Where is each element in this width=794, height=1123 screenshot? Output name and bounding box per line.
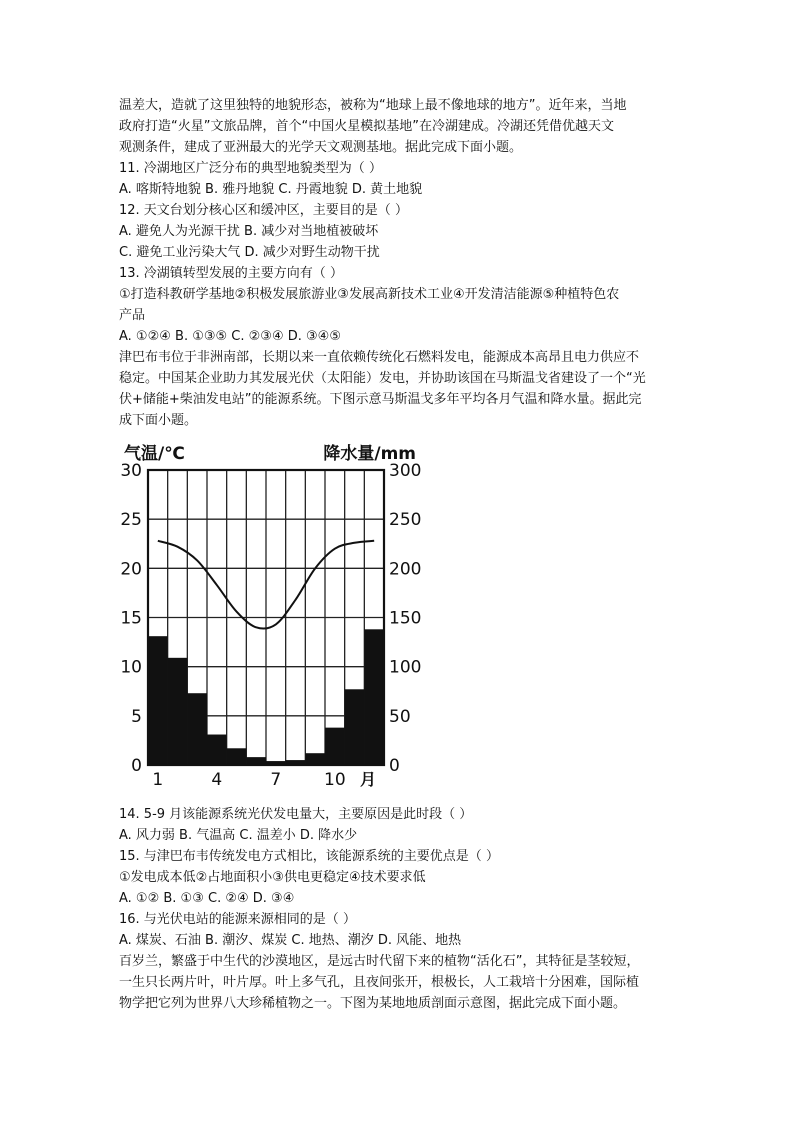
month-tick-label: 7	[270, 770, 282, 790]
precipitation-tick-label: 200	[389, 559, 422, 580]
passage1-line2: 政府打造“火星”文旅品牌，首个“中国火星模拟基地”在冷湖建成。冷湖还凭借优越天文	[119, 119, 614, 134]
precipitation-bar	[364, 629, 384, 765]
precipitation-tick-label: 100	[389, 657, 422, 678]
q15-options: A. ①② B. ①③ C. ②④ D. ③④	[119, 891, 295, 906]
q13-items-1: ①打造科教研学基地②积极发展旅游业③发展高新技术工业④开发清洁能源⑤种植特色农	[119, 287, 620, 302]
month-tick-label: 1	[152, 770, 164, 790]
month-tick-label: 10	[324, 770, 346, 790]
q16-stem: 16. 与光伏电站的能源来源相同的是（ ）	[119, 912, 356, 927]
passage3-line3: 物学把它列为世界八大珍稀植物之一。下图为某地地质剖面示意图，据此完成下面小题。	[119, 996, 627, 1011]
precipitation-tick-label: 50	[389, 706, 411, 727]
right-axis-label: 降水量/mm	[323, 444, 416, 464]
q15-items: ①发电成本低②占地面积小③供电更稳定④技术要求低	[119, 870, 426, 885]
q12-options-1: A. 避免人为光源干扰 B. 减少对当地植被破坏	[119, 224, 379, 239]
precipitation-bar	[148, 636, 168, 765]
temperature-tick-label: 0	[131, 756, 142, 776]
temperature-tick-label: 15	[120, 608, 142, 629]
q12-options-2: C. 避免工业污染大气 D. 减少对野生动物干扰	[119, 245, 380, 260]
passage2-line2: 稳定。中国某企业助力其发展光伏（太阳能）发电，并协助该国在马斯温戈省建设了一个“光	[119, 371, 646, 386]
precipitation-bar	[246, 757, 266, 765]
x-unit-label: 月	[360, 770, 377, 789]
passage3-line1: 百岁兰，繁盛于中生代的沙漠地区，是远古时代留下来的植物“活化石”，其特征是茎较短，	[119, 954, 640, 969]
precipitation-tick-label: 300	[389, 461, 422, 481]
temperature-tick-label: 25	[120, 510, 142, 531]
q14-stem: 14. 5-9 月该能源系统光伏发电量大，主要原因是此时段（ ）	[119, 807, 473, 822]
q13-options: A. ①②④ B. ①③⑤ C. ②③④ D. ③④⑤	[119, 329, 341, 344]
passage1-line1: 温差大，造就了这里独特的地貌形态，被称为“地球上最不像地球的地方”。近年来，当地	[119, 98, 627, 113]
q15-stem: 15. 与津巴布韦传统发电方式相比，该能源系统的主要优点是（ ）	[119, 849, 499, 864]
month-tick-label: 4	[211, 770, 223, 790]
left-axis-label: 气温/℃	[124, 444, 185, 464]
precipitation-tick-label: 150	[389, 608, 422, 629]
precipitation-bar	[325, 728, 345, 765]
temperature-tick-label: 5	[131, 706, 142, 727]
q16-options: A. 煤炭、石油 B. 潮汐、煤炭 C. 地热、潮汐 D. 风能、地热	[119, 933, 462, 948]
temperature-tick-label: 30	[120, 461, 142, 481]
precipitation-bar	[168, 658, 188, 765]
precipitation-bar	[207, 735, 227, 765]
q11-options: A. 喀斯特地貌 B. 雅丹地貌 C. 丹霞地貌 D. 黄土地貌	[119, 182, 423, 197]
q12-stem: 12. 天文台划分核心区和缓冲区，主要目的是（ ）	[119, 203, 408, 218]
q11-stem: 11. 冷湖地区广泛分布的典型地貌类型为（ ）	[119, 161, 382, 176]
passage2-line1: 津巴布韦位于非洲南部，长期以来一直依赖传统化石燃料发电，能源成本高昂且电力供应不	[119, 350, 640, 365]
precipitation-tick-label: 0	[389, 756, 400, 776]
temperature-tick-label: 20	[120, 559, 142, 580]
precipitation-bar	[187, 693, 207, 765]
passage3-line2: 一生只长两片叶，叶片厚。叶上多气孔，且夜间张开，根极长，人工栽培十分困难，国际植	[119, 975, 640, 990]
q13-items-2: 产品	[119, 308, 146, 323]
climate-chart	[112, 436, 422, 796]
precipitation-bar	[305, 753, 325, 765]
precipitation-bar	[345, 689, 365, 765]
precipitation-bar	[227, 748, 247, 765]
passage2-line3: 伏+储能+柴油发电站”的能源系统。下图示意马斯温戈多年平均各月气温和降水量。据此完	[119, 392, 642, 407]
precipitation-tick-label: 250	[389, 510, 422, 531]
passage2-line4: 成下面小题。	[119, 413, 198, 428]
q14-options: A. 风力弱 B. 气温高 C. 温差小 D. 降水少	[119, 828, 358, 843]
temperature-tick-label: 10	[120, 657, 142, 678]
passage1-line3: 观测条件，建成了亚洲最大的光学天文观测基地。据此完成下面小题。	[119, 140, 523, 155]
q13-stem: 13. 冷湖镇转型发展的主要方向有（ ）	[119, 266, 343, 281]
